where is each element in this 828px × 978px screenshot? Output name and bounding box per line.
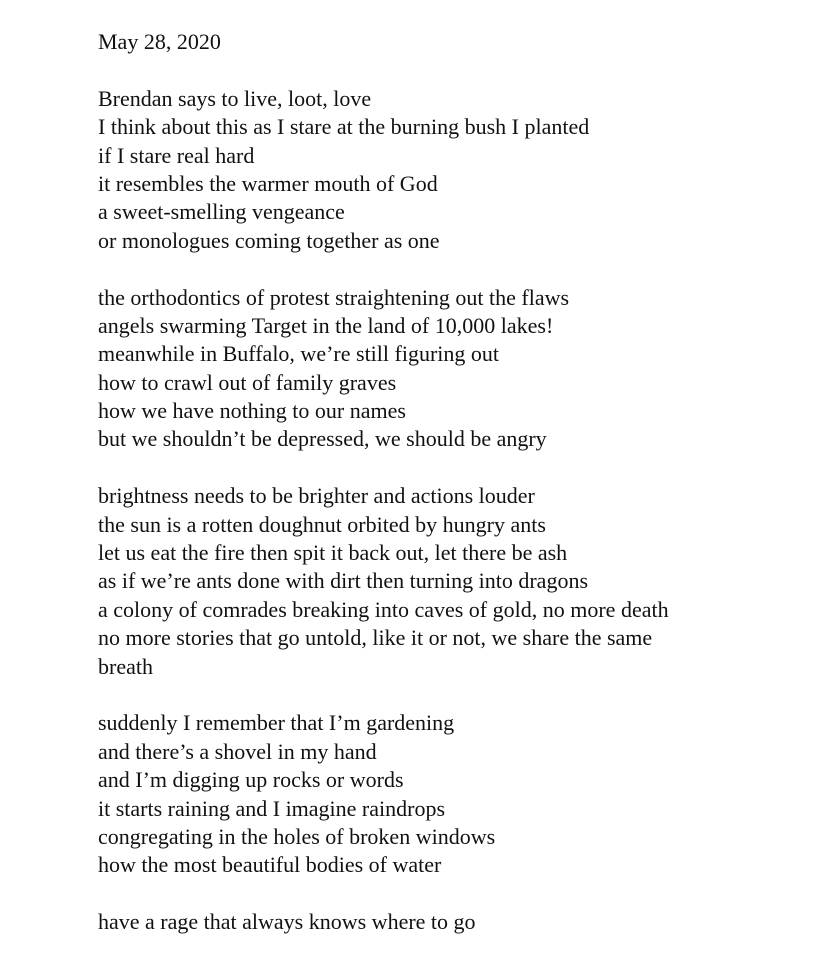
poem-line: how the most beautiful bodies of water <box>98 852 442 878</box>
poem-line: how we have nothing to our names <box>98 398 406 424</box>
poem-line: and there’s a shovel in my hand <box>98 738 377 764</box>
stanza-gap <box>98 56 818 84</box>
poem-line: but we shouldn’t be depressed, we should be angry <box>98 426 547 452</box>
poem-line: the orthodontics of protest straightening out the flaws <box>98 284 570 310</box>
poem-line: it resembles the warmer mouth of God <box>98 170 438 196</box>
poem-line: breath <box>98 653 153 679</box>
poem-line: no more stories that go untold, like it or not, we share the same <box>98 625 653 651</box>
poem-line: a sweet-smelling vengeance <box>98 199 345 225</box>
stanza-gap <box>98 454 818 482</box>
poem-line: angels swarming Target in the land of 10,000 lakes! <box>98 312 554 338</box>
stanza-gap <box>98 681 818 709</box>
poem-line: the sun is a rotten doughnut orbited by hungry ants <box>98 511 546 537</box>
poem-line: Brendan says to live, loot, love <box>98 85 372 111</box>
poem-date: May 28, 2020 <box>98 29 221 54</box>
poem-line: or monologues coming together as one <box>98 227 440 253</box>
poem-line: and I’m digging up rocks or words <box>98 767 404 793</box>
poem-line: suddenly I remember that I’m gardening <box>98 710 455 736</box>
poem-line: brightness needs to be brighter and actions louder <box>98 483 535 509</box>
stanza-gap <box>98 255 818 283</box>
poem-line: congregating in the holes of broken windows <box>98 823 496 849</box>
stanza-gap <box>98 880 818 908</box>
poem <box>98 28 818 937</box>
poem-line: meanwhile in Buffalo, we’re still figuring out <box>98 341 500 367</box>
poem-line: it starts raining and I imagine raindrops <box>98 795 446 821</box>
poem-line: how to crawl out of family graves <box>98 369 397 395</box>
poem-line: have a rage that always knows where to go <box>98 909 476 935</box>
poem-line: I think about this as I stare at the burning bush I planted <box>98 114 590 140</box>
poem-line: a colony of comrades breaking into caves of gold, no more death <box>98 596 669 622</box>
poem-line: let us eat the fire then spit it back out, let there be ash <box>98 540 568 566</box>
poem-line: if I stare real hard <box>98 142 255 168</box>
poem-line: as if we’re ants done with dirt then turning into dragons <box>98 568 589 594</box>
